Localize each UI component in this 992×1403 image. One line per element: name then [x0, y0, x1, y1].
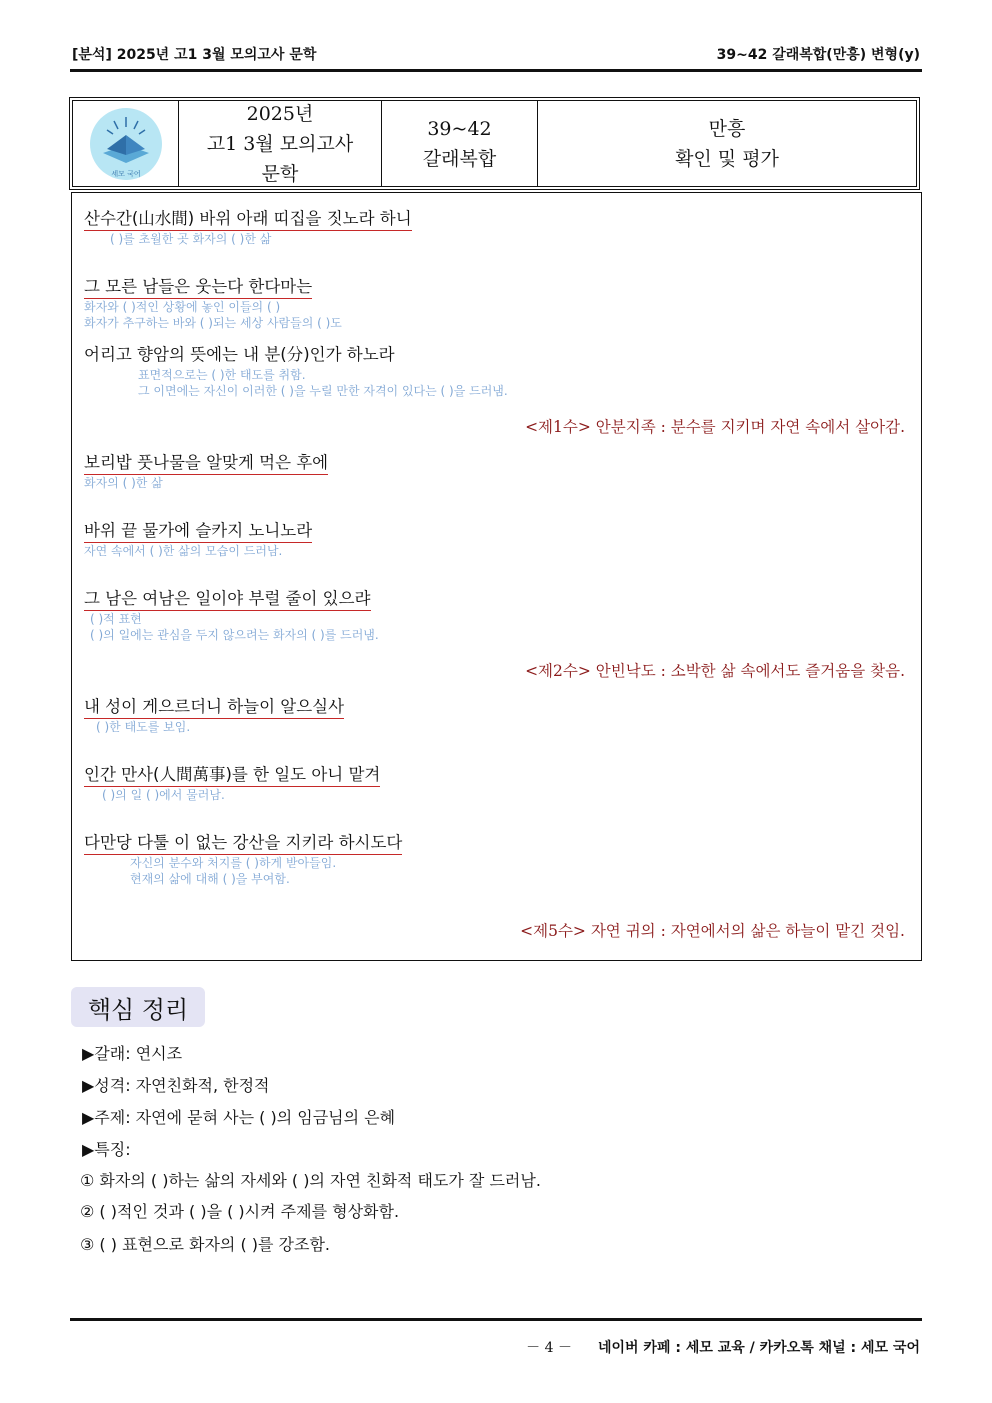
poem-line: 인간 만사(人間萬事)를 한 일도 아니 맡겨 — [84, 765, 380, 787]
header-left: [분석] 2025년 고1 3월 모의고사 문학 — [72, 47, 317, 63]
footer-rule — [70, 1318, 922, 1321]
poem-note: ( )한 태도를 보임. — [96, 720, 191, 734]
poem-note: ( )를 초월한 곳 화자의 ( )한 삶 — [110, 232, 272, 246]
title-table — [69, 97, 920, 190]
page-number: － 4 － — [526, 1340, 572, 1356]
poem-note: ( )의 일 ( )에서 물러남. — [102, 788, 225, 802]
poem-line: 어리고 향암의 뜻에는 내 분(分)인가 하노라 — [84, 345, 395, 364]
core-item: ▶갈래: 연시조 — [82, 1044, 183, 1063]
poem-note: ( )적 표현 — [90, 612, 142, 626]
poem-note: 화자가 추구하는 바와 ( )되는 세상 사람들의 ( )도 — [84, 316, 342, 330]
poem-line: 내 성이 게으르더니 하늘이 알으실사 — [84, 697, 344, 719]
stanza-summary: <제1수> 안분지족 : 분수를 지키며 자연 속에서 살아감. — [525, 418, 905, 436]
logo — [73, 101, 179, 186]
poem-line: 다만당 다툴 이 없는 강산을 지키라 하시도다 — [84, 833, 402, 855]
core-title: 핵심 정리 — [71, 987, 205, 1027]
poem-note: ( )의 일에는 관심을 두지 않으려는 화자의 ( )를 드러냄. — [90, 628, 379, 642]
core-item: ▶주제: 자연에 묻혀 사는 ( )의 임금님의 은혜 — [82, 1108, 396, 1127]
poem-line: 산수간(山水間) 바위 아래 띠집을 짓노라 하니 — [84, 209, 412, 231]
footer-text: 네이버 카페 : 세모 교육 / 카카오톡 채널 : 세모 국어 — [597, 1340, 920, 1356]
svg-text:세모 국어: 세모 국어 — [110, 169, 141, 178]
stanza-summary: <제2수> 안빈낙도 : 소박한 삶 속에서도 즐거움을 찾음. — [525, 662, 905, 680]
poem-line: 보리밥 풋나물을 알맞게 먹은 후에 — [84, 453, 328, 475]
poem-note: 표면적으로는 ( )한 태도를 취함. — [138, 368, 306, 382]
header-right: 39~42 갈래복합(만흥) 변형(y) — [716, 47, 920, 63]
poem-line: 그 모른 남들은 웃는다 한다마는 — [84, 277, 312, 299]
poem-note: 자연 속에서 ( )한 삶의 모습이 드러남. — [84, 544, 283, 558]
poem-line: 바위 끝 물가에 슬카지 노니노라 — [84, 521, 312, 543]
section-cell: 39~42 갈래복합 — [382, 101, 538, 186]
core-item: ① 화자의 ( )하는 삶의 자세와 ( )의 자연 친화적 태도가 잘 드러남. — [80, 1171, 541, 1190]
poem-note: 화자와 ( )적인 상황에 놓인 이들의 ( ) — [84, 300, 281, 314]
topic-cell: 만흥 확인 및 평가 — [675, 117, 779, 170]
poem-note: 그 이면에는 자신이 이러한 ( )을 누릴 만한 자격이 있다는 ( )을 드러냄. — [138, 384, 508, 398]
poem-note: 자신의 분수와 처지를 ( )하게 받아들임. — [130, 856, 337, 870]
page-header — [72, 44, 920, 66]
core-item: ▶특징: — [82, 1140, 131, 1159]
book-logo-icon — [87, 105, 165, 183]
poem-box — [71, 192, 922, 961]
core-item: ② ( )적인 것과 ( )을 ( )시켜 주제를 형상화함. — [80, 1202, 400, 1221]
core-item: ③ ( ) 표현으로 화자의 ( )를 강조함. — [80, 1235, 331, 1254]
exam-cell: 2025년 고1 3월 모의고사 문학 — [179, 101, 382, 186]
poem-note: 화자의 ( )한 삶 — [84, 476, 163, 490]
poem-note: 현재의 삶에 대해 ( )을 부여함. — [130, 872, 290, 886]
poem-line: 그 남은 여남은 일이야 부럴 줄이 있으랴 — [84, 589, 371, 611]
page-footer — [526, 1337, 920, 1357]
stanza-summary: <제5수> 자연 귀의 : 자연에서의 삶은 하늘이 맡긴 것임. — [520, 922, 905, 940]
header-rule — [70, 69, 922, 72]
core-item: ▶성격: 자연친화적, 한정적 — [82, 1076, 270, 1095]
